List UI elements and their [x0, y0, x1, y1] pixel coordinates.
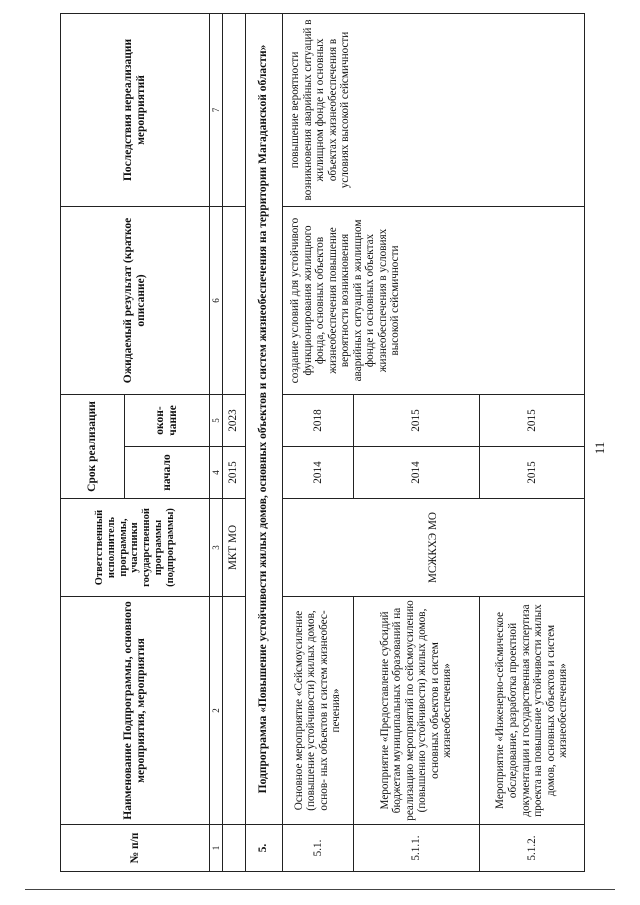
column-number-row: [210, 13, 222, 871]
header-executor: Ответственный исполнитель программы, участники государственной программы (подпрограммы): [61, 499, 210, 597]
row-end: 2015: [353, 394, 480, 446]
cell-empty: [222, 13, 245, 206]
header-row-1: [61, 13, 125, 871]
header-term: Срок реализации: [61, 394, 125, 498]
column-number: 2: [210, 597, 222, 825]
header-result: Ожидаемый результат (краткое описание): [61, 206, 210, 394]
measures-table: [60, 13, 585, 872]
header-num: № п/п: [61, 825, 210, 872]
row-name: Мероприятие «Инженерно-сейсмическое обследование, разработка проектной документации и государственная экспертиза проекта на повышение устойчивости жилых домов, основных объектов и систем жизнеобеспечения»: [480, 597, 585, 825]
table-row: [283, 13, 354, 871]
row-end: 2015: [480, 394, 585, 446]
bottom-rule: [25, 889, 615, 890]
row-start: 2014: [283, 447, 354, 499]
cell-empty: [222, 825, 245, 872]
column-number: 5: [210, 394, 222, 446]
cell-start: 2015: [222, 447, 245, 499]
row-name: Мероприятие «Предоставление субсидий бюджетам муниципальных образований на реализацию мероприятий по сейсмоусилению (повышению устойчивости) жилых домов, основных объектов и систем жизнеобеспечения»: [353, 597, 480, 825]
table-row-mkt: [222, 13, 245, 871]
header-name: Наименование Подпрограммы, основного мероприятия, мероприятия: [61, 597, 210, 825]
cell-executor: МКТ МО: [222, 499, 245, 597]
row-start: 2015: [480, 447, 585, 499]
row-name: Основное мероприятие «Сейсмоусиление (повышение устойчивости) жилых домов, основ- ных объектов и систем жизнеобес- печения»: [283, 597, 354, 825]
cell-empty: [222, 206, 245, 394]
cell-end: 2023: [222, 394, 245, 446]
column-number: 6: [210, 206, 222, 394]
column-number: 4: [210, 447, 222, 499]
column-number: 1: [210, 825, 222, 872]
executor-group: МСЖКХЭ МО: [283, 499, 585, 597]
header-consequence: Последствия нереализации мероприятий: [61, 13, 210, 206]
column-number: 3: [210, 499, 222, 597]
page-number: 11: [592, 441, 607, 455]
subprogram-title: Подпрограмма «Повышение устойчивости жилых домов, основных объектов и систем жизнеобеспечения на территории Магаданской области»: [245, 13, 282, 824]
rotated-table-container: [60, 14, 585, 872]
row-number: 5.1.2.: [480, 825, 585, 872]
subprogram-row: [245, 13, 282, 871]
row-number: 5.1.1.: [353, 825, 480, 872]
row-end: 2018: [283, 394, 354, 446]
cell-empty: [222, 597, 245, 825]
header-start: начало: [125, 447, 210, 499]
column-number: 7: [210, 13, 222, 206]
header-end: окон- чание: [125, 394, 210, 446]
row-start: 2014: [353, 447, 480, 499]
non-implementation-consequence: повышение вероятности возникновения аварийных ситуаций в жилищном фонде и основных объектах жизнеобеспечения в условиях высокой сейсмичности: [283, 13, 585, 206]
row-number: 5.1.: [283, 825, 354, 872]
expected-result: создание условий для устойчивого функционирования жилищного фонда, основных объектов жизнеобеспечения повышение вероятности возникновения аварийных ситуаций в жилищном фонде и основных объектах жизнеобеспечения в условиях высокой сейсмичности: [283, 206, 585, 394]
subprogram-number: 5.: [245, 825, 282, 872]
